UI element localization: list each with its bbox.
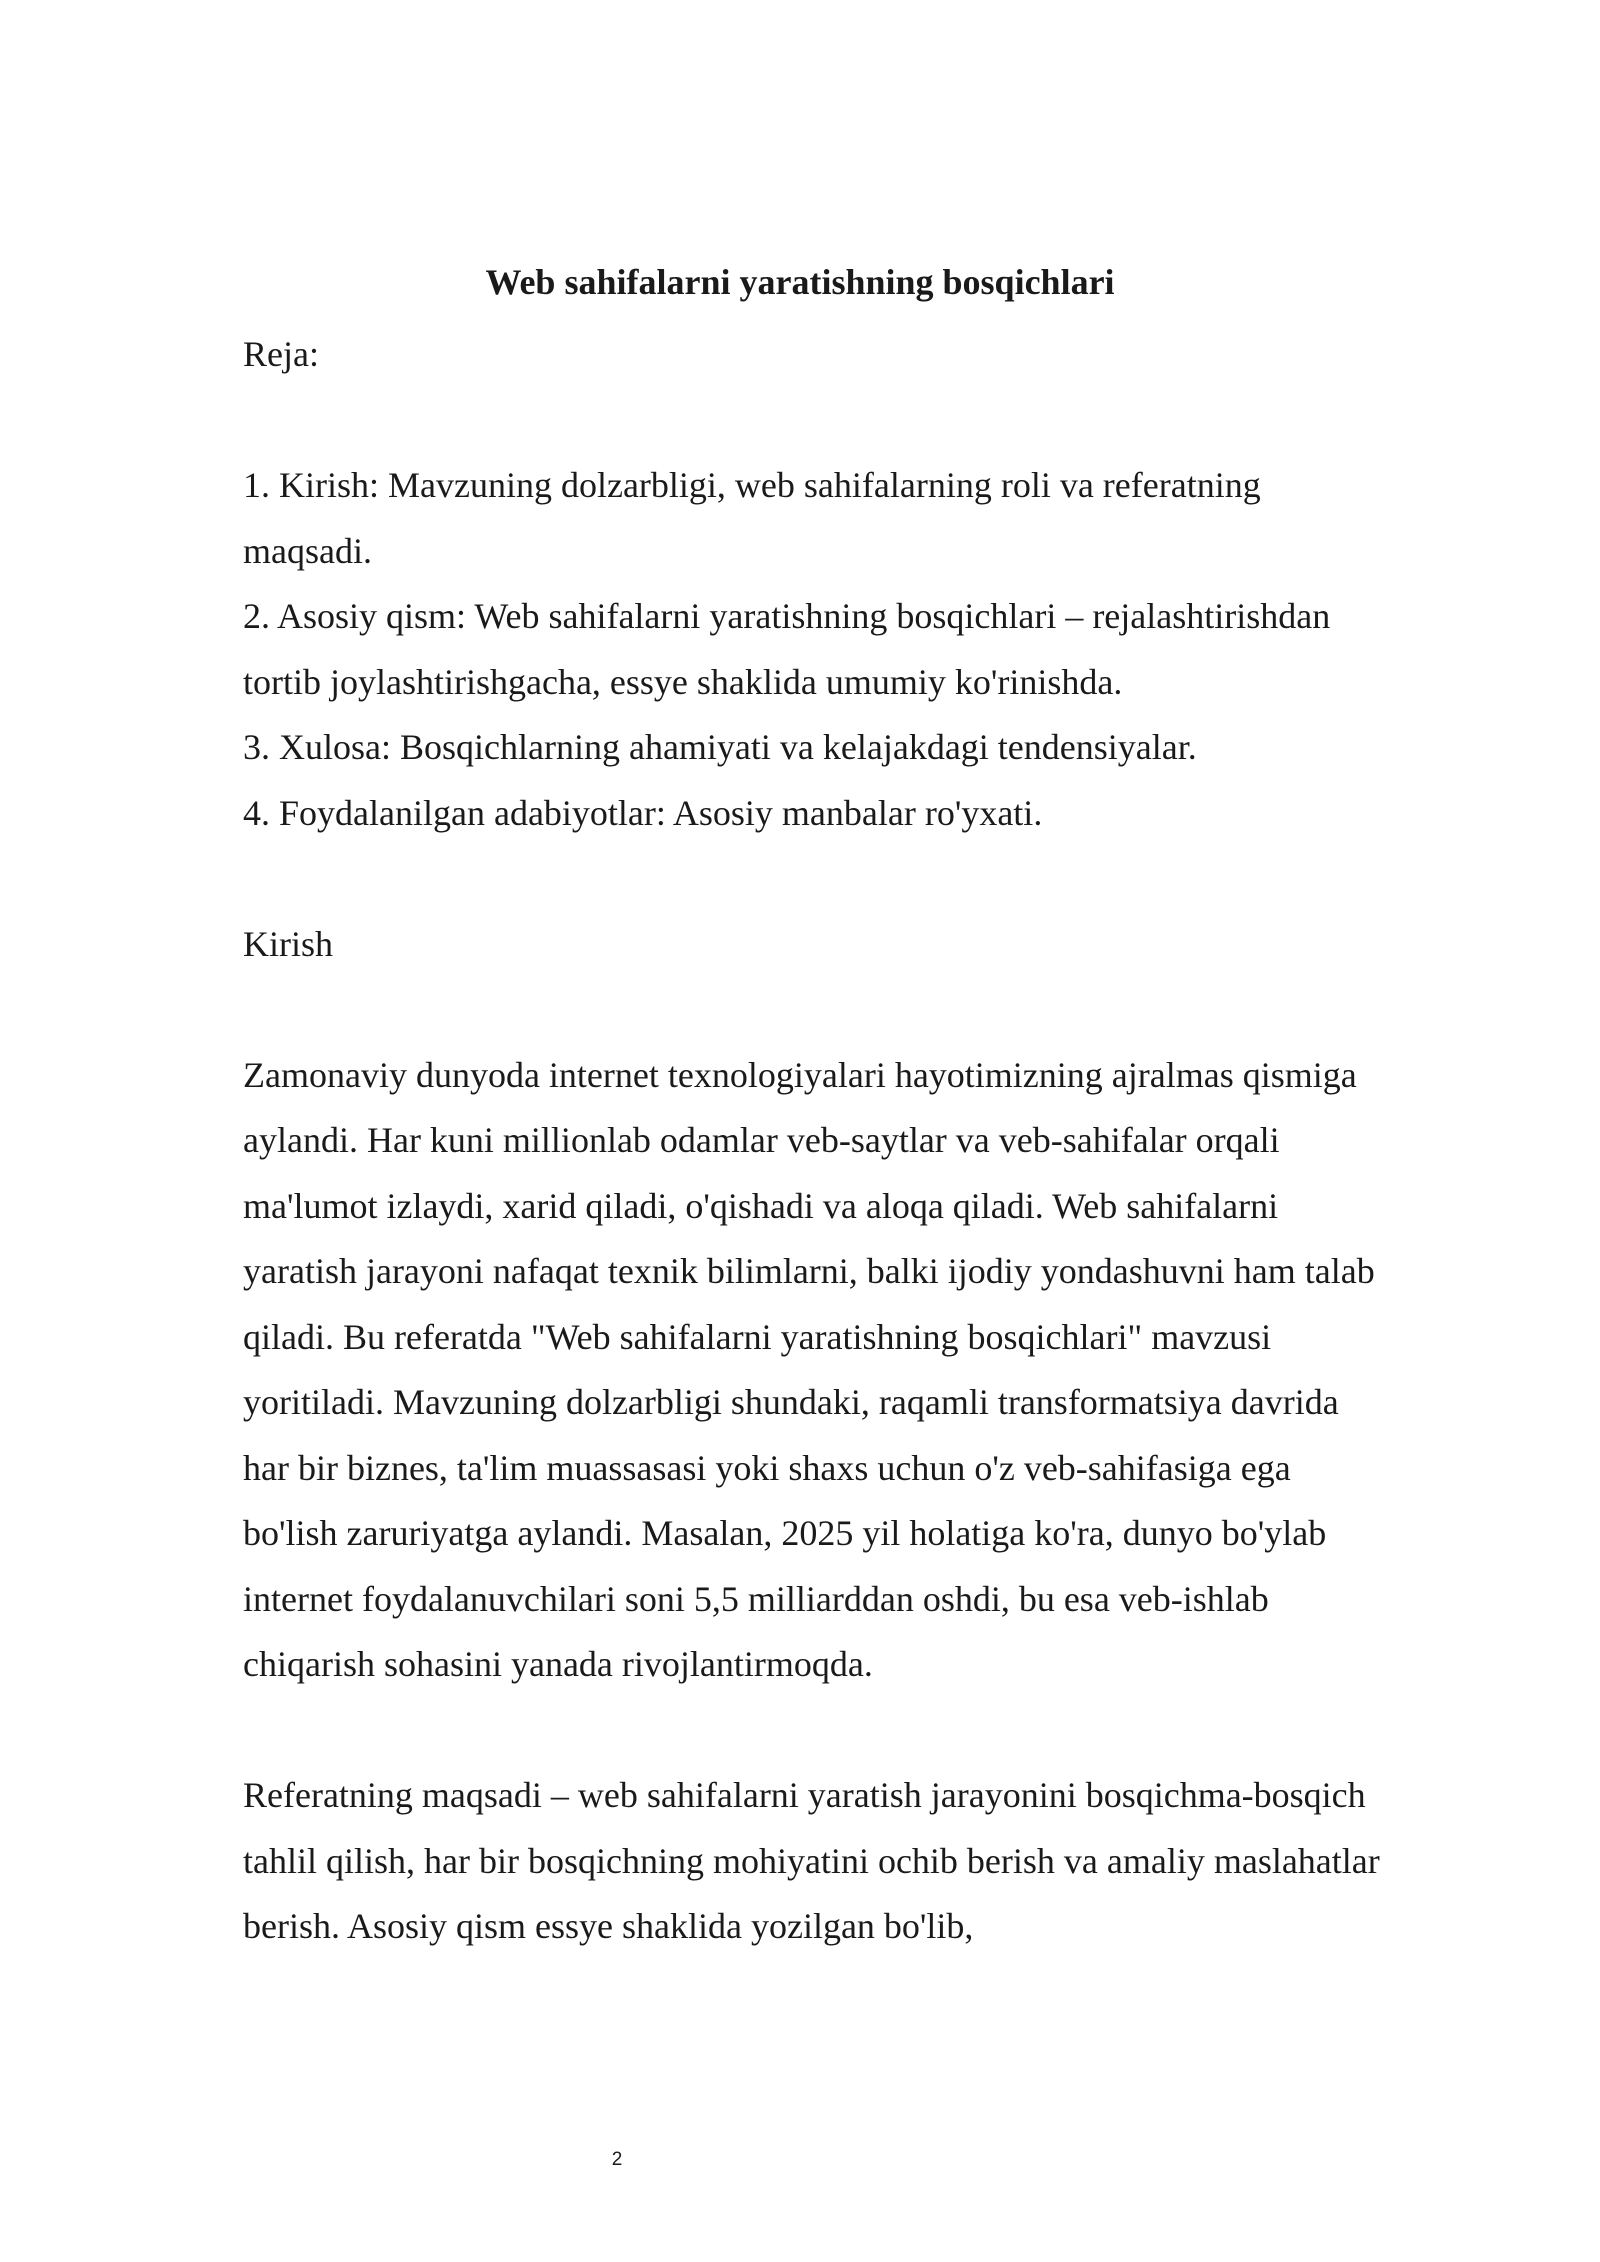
- plan-item: 3. Xulosa: Bosqichlarning ahamiyati va kelajakdagi tendensiyalar.: [243, 727, 1197, 767]
- body-paragraph: Referatning maqsadi – web sahifalarni yaratish jarayonini bosqichma-bosqich tahlil qilish, har bir bosqichning mohiyatini ochib berish va amaliy maslahatlar berish. Asosiy qism essye shaklida yozilgan bo'lib,: [243, 1775, 1380, 1946]
- page-number: 2: [611, 2149, 623, 2170]
- plan-item: 1. Kirish: Mavzuning dolzarbligi, web sahifalarning roli va referatning maqsadi.: [243, 465, 1261, 571]
- plan-item: 2. Asosiy qism: Web sahifalarni yaratishning bosqichlari – rejalashtirishdan tortib joylashtirishgacha, essye shaklida umumiy ko'rinishda.: [243, 596, 1331, 702]
- plan-item: 4. Foydalanilgan adabiyotlar: Asosiy manbalar ro'yxati.: [243, 792, 1043, 833]
- document-body: [243, 322, 1383, 1960]
- spacer: [243, 1698, 1383, 1764]
- document-title: Web sahifalarni yaratishning bosqichlari: [485, 262, 1115, 302]
- spacer: [243, 977, 1383, 1043]
- spacer: [243, 846, 1383, 912]
- section-heading-intro: Kirish: [243, 923, 333, 964]
- spacer: [243, 388, 1383, 454]
- plan-heading: Reja:: [243, 334, 319, 374]
- body-paragraph: Zamonaviy dunyoda internet texnologiyalari hayotimizning ajralmas qismiga aylandi. Har kuni millionlab odamlar veb-saytlar va veb-sahifalar orqali ma'lumot izlaydi, xarid qiladi, o'qishadi va aloqa qiladi. Web sahifalarni yaratish jarayoni nafaqat texnik bilimlarni, balki ijodiy yondashuvni ham talab qiladi. Bu referatda "Web sahifalarni yaratishning bosqichlari" mavzusi yoritiladi. Mavzuning dolzarbligi shundaki, raqamli transformatsiya davrida har bir biznes, ta'lim muassasasi yoki shaxs uchun o'z veb-sahifasiga ega bo'lish zaruriyatga aylandi. Masalan, 2025 yil holatiga ko'ra, dunyo bo'ylab internet foydalanuvchilari soni 5,5 milliarddan oshdi, bu esa veb-ishlab chiqarish sohasini yanada rivojlantirmoqda.: [243, 1054, 1375, 1684]
